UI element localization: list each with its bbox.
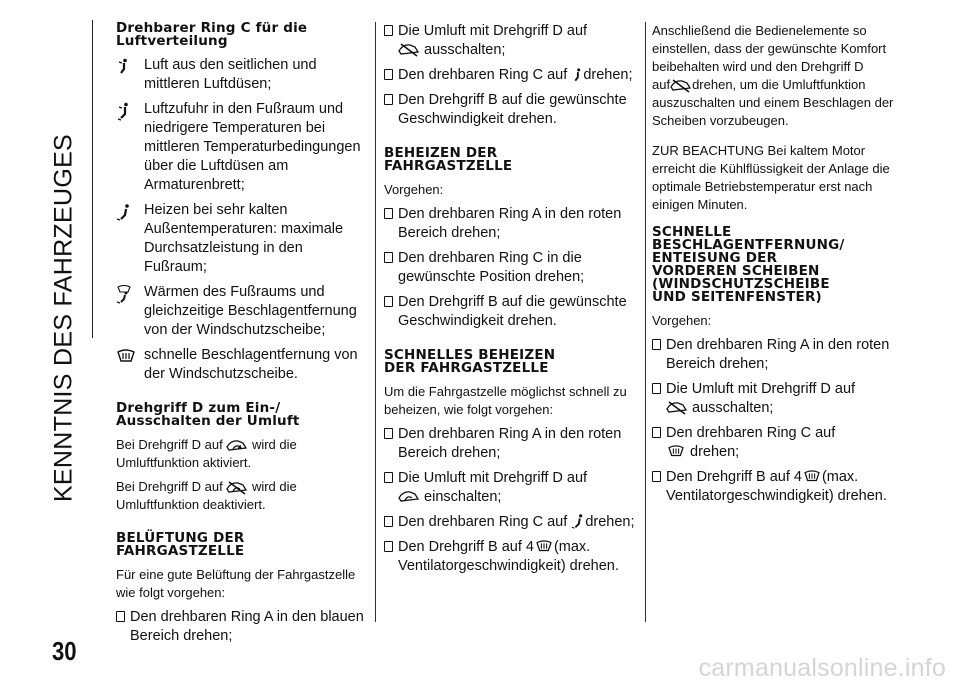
windshield-defrost-icon [116, 346, 144, 367]
checkbox-bullet-icon [384, 472, 393, 483]
chapter-title-text: KENNTNIS DES FAHRZEUGES [49, 133, 78, 503]
checkbox-bullet-icon [384, 428, 393, 439]
checkbox-bullet-icon [116, 611, 125, 622]
fast-heating-heading: SCHNELLES BEHEIZEN DER FAHRGASTZELLE [384, 347, 556, 376]
recirculation-off-icon [398, 42, 420, 58]
note-text: ZUR BEACHTUNG Bei kaltem Motor erreicht die Kühlflüssigkeit der Anlage die optimale Betriebstemperatur erst nach einigen Minuten. [652, 143, 890, 212]
list-item: Die Umluft mit Drehgriff D auf ausschalten; [652, 380, 908, 418]
knob-d-heading: Drehgriff D zum Ein-/ Ausschalten der Umluft [116, 400, 300, 429]
checkbox-bullet-icon [384, 252, 393, 263]
knob-d-on-text: Bei Drehgriff D auf wird die Umluftfunktion aktiviert. [116, 437, 297, 470]
list-item: Den Drehgriff B auf 4 (max. Ventilatorgeschwindigkeit) drehen. [384, 538, 640, 576]
recirculation-off-icon [670, 77, 692, 92]
defrost-heading: SCHNELLE BESCHLAGENTFERNUNG/ ENTEISUNG DER VORDEREN SCHEIBEN (WINDSCHUTZSCHEIBE UND SEITENFENSTER) [652, 224, 845, 305]
chapter-divider [92, 20, 93, 338]
defrost-intro: Vorgehen: [652, 313, 712, 328]
checkbox-bullet-icon [384, 25, 393, 36]
foot-vent-icon [116, 201, 144, 223]
checkbox-bullet-icon [652, 427, 661, 438]
recirculation-off-icon [226, 479, 248, 494]
list-item: Den drehbaren Ring C auf drehen; [384, 66, 640, 85]
list-item: Den Drehgriff B auf 4 (max. Ventilatorgeschwindigkeit) drehen. [652, 468, 908, 506]
knob-d-off-text: Bei Drehgriff D auf wird die Umluftfunktion deaktiviert. [116, 479, 297, 512]
face-vent-icon [116, 56, 144, 77]
ring-c-option: schnelle Beschlagentfernung von der Windschutzscheibe. [116, 346, 368, 384]
windshield-defrost-icon [802, 469, 822, 485]
checkbox-bullet-icon [384, 296, 393, 307]
column-3 [652, 22, 908, 512]
list-item: Den drehbaren Ring C in die gewünschte Position drehen; [384, 249, 640, 287]
ventilation-intro: Für eine gute Belüftung der Fahrgastzelle wie folgt vorgehen: [116, 567, 356, 600]
column-divider [645, 22, 646, 622]
checkbox-bullet-icon [384, 94, 393, 105]
checkbox-bullet-icon [652, 471, 661, 482]
heating-intro: Vorgehen: [384, 182, 444, 197]
recirculation-off-icon [666, 400, 688, 416]
continuation-text: Anschließend die Bedienelemente so einstellen, dass der gewünschte Komfort beibehalten wird und den Drehgriff D auf drehen, um die Umluftfunktion auszuschalten und einem Beschlagen der Scheiben vorzubeugen. [652, 23, 894, 128]
list-item: Den Drehgriff B auf die gewünschte Geschwindigkeit drehen. [384, 293, 640, 331]
ventilation-heading: BELÜFTUNG DER FAHRGASTZELLE [116, 530, 245, 559]
column-1 [116, 22, 368, 652]
list-item: Die Umluft mit Drehgriff D auf einschalten; [384, 469, 640, 507]
page-number: 30 [52, 636, 77, 666]
heating-heading: BEHEIZEN DER FAHRGASTZELLE [384, 145, 513, 174]
recirculation-on-icon [398, 489, 420, 505]
list-item: Den drehbaren Ring A in den roten Bereich drehen; [384, 205, 640, 243]
checkbox-bullet-icon [652, 383, 661, 394]
fast-heating-intro: Um die Fahrgastzelle möglichst schnell zu beheizen, wie folgt vorgehen: [384, 384, 627, 417]
windshield-defrost-icon [666, 444, 686, 460]
ring-c-option: Wärmen des Fußraums und gleichzeitige Beschlagentfernung von der Windschutzscheibe; [116, 283, 368, 340]
list-item: Den drehbaren Ring C auf drehen; [652, 424, 908, 462]
list-item: Den drehbaren Ring C auf drehen; [384, 513, 640, 532]
foot-defrost-icon [116, 283, 144, 305]
face-vent-icon [571, 67, 583, 83]
checkbox-bullet-icon [384, 69, 393, 80]
column-2 [384, 22, 640, 582]
list-item: Die Umluft mit Drehgriff D auf ausschalten; [384, 22, 640, 60]
checkbox-bullet-icon [384, 208, 393, 219]
list-item: Den drehbaren Ring A in den roten Bereich drehen; [384, 425, 640, 463]
ring-c-option: Heizen bei sehr kalten Außentemperaturen: maximale Durchsatzleistung in den Fußraum; [116, 201, 368, 277]
checkbox-bullet-icon [652, 339, 661, 350]
list-item: Den drehbaren Ring A in den roten Bereich drehen; [652, 336, 908, 374]
watermark: carmanualsonline.info [698, 654, 946, 682]
windshield-defrost-icon [534, 539, 554, 555]
ring-c-heading: Drehbarer Ring C für die Luftverteilung [116, 20, 308, 49]
checkbox-bullet-icon [384, 541, 393, 552]
column-divider [375, 22, 376, 622]
face-foot-vent-icon [116, 100, 144, 122]
list-item: Den drehbaren Ring A in den blauen Bereich drehen; [116, 608, 368, 646]
ring-c-option: Luft aus den seitlichen und mittleren Luftdüsen; [116, 56, 368, 94]
list-item: Den Drehgriff B auf die gewünschte Geschwindigkeit drehen. [384, 91, 640, 129]
ring-c-option: Luftzufuhr in den Fußraum und niedrigere Temperaturen bei mittleren Temperaturbedingungen über die Luftdüsen am Armaturenbrett; [116, 100, 368, 195]
checkbox-bullet-icon [384, 516, 393, 527]
foot-vent-icon [571, 514, 585, 530]
recirculation-on-icon [226, 437, 248, 452]
